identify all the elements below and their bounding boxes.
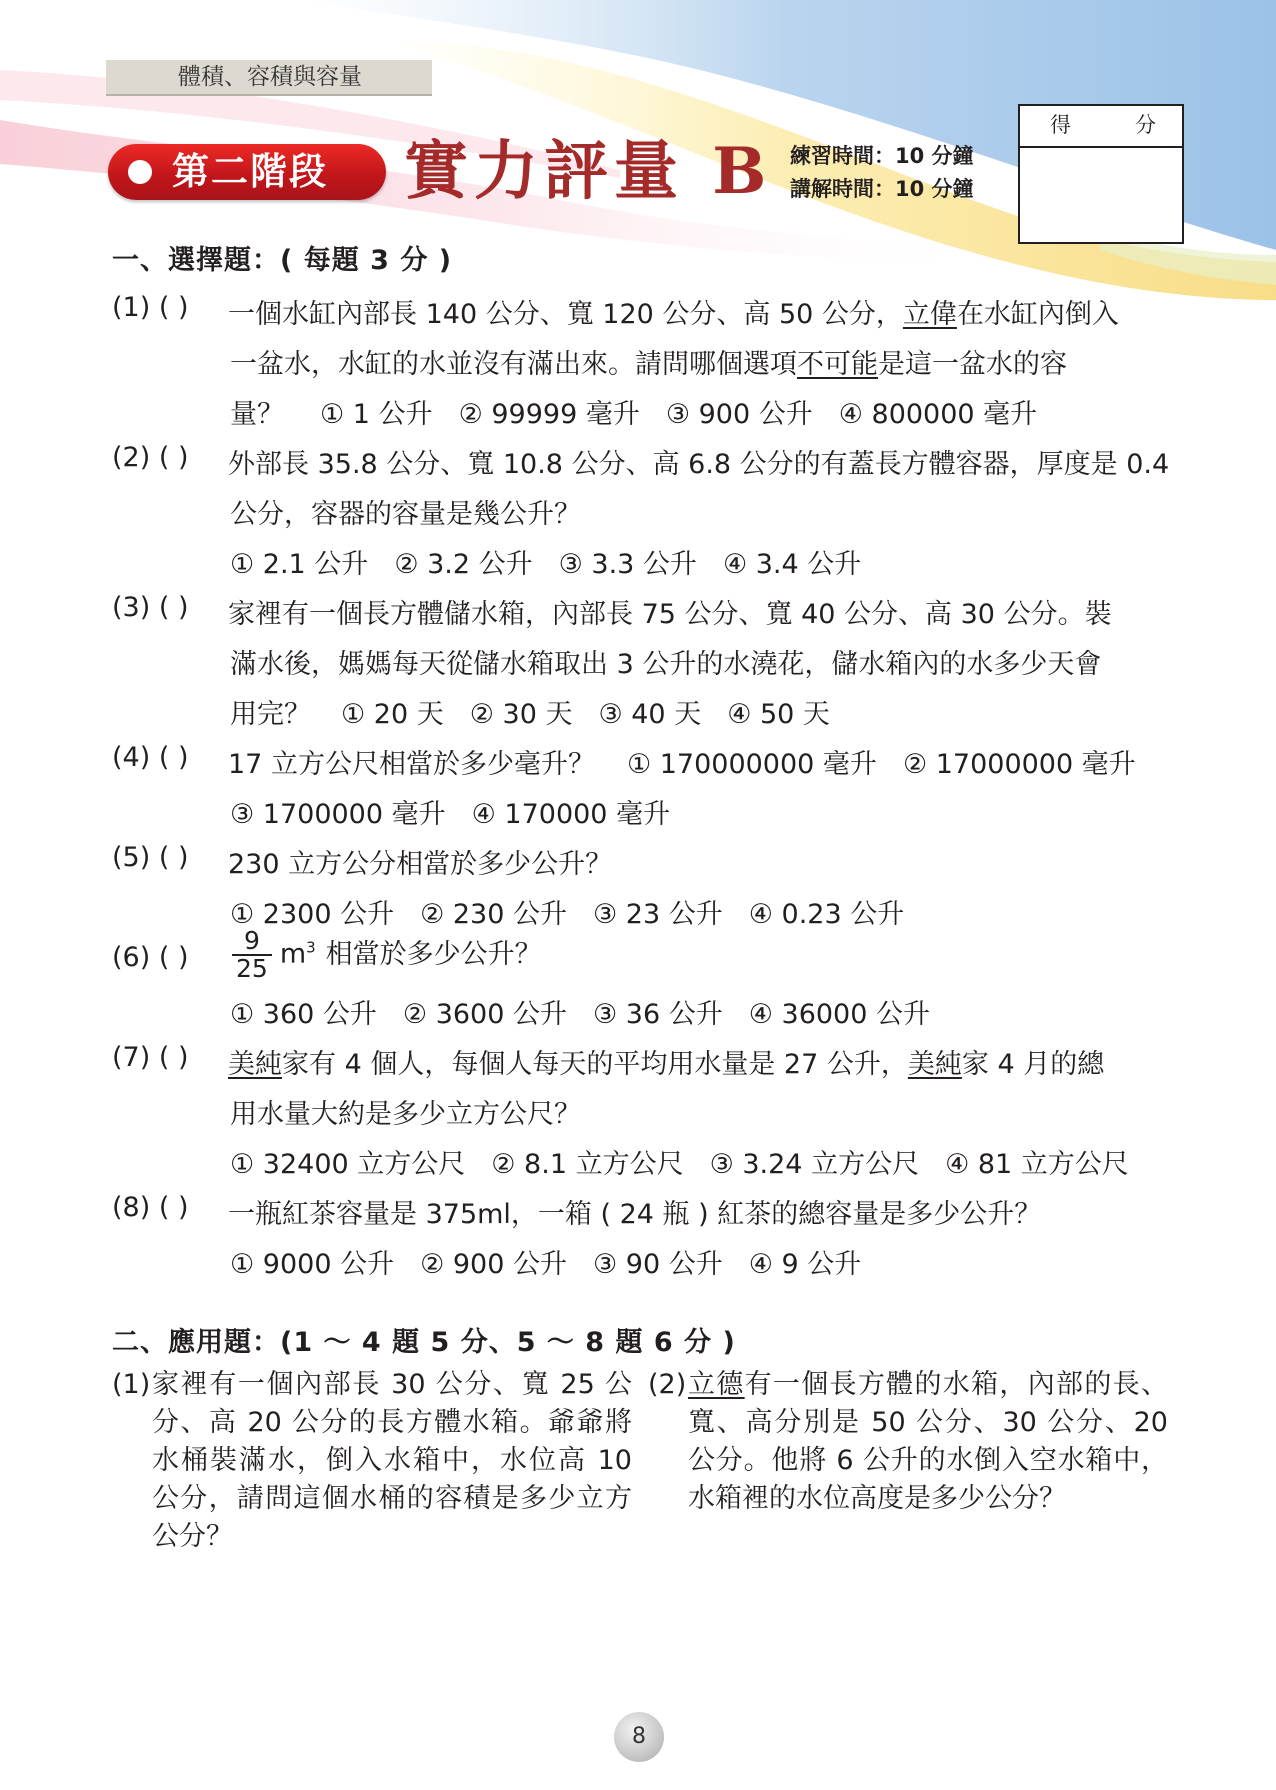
- practice-time: 練習時間：10 分鐘: [790, 144, 974, 168]
- question-2-options: [230, 542, 887, 581]
- question-8-number: (8) ( ): [112, 1192, 189, 1223]
- option: ③ 90 公升: [593, 1249, 723, 1280]
- option: ② 900 公升: [420, 1249, 567, 1280]
- stage-label: 第二階段: [172, 150, 328, 193]
- question-3-line-3: 用完？ ① 20 天 ② 30 天 ③ 40 天 ④ 50 天: [230, 699, 830, 730]
- chapter-tab: 體積、容積與容量: [106, 60, 432, 96]
- explain-time: 講解時間：10 分鐘: [790, 177, 974, 201]
- emphasis-impossible: 不可能: [797, 349, 878, 380]
- question-3-line-2: 滿水後，媽媽每天從儲水箱取出 3 公升的水澆花，儲水箱內的水多少天會: [230, 649, 1102, 680]
- option: ② 99999 毫升: [458, 399, 640, 430]
- question-5-options: [230, 892, 930, 931]
- option: ④ 0.23 公升: [748, 899, 905, 930]
- option: ④ 81 立方公尺: [945, 1149, 1129, 1180]
- option: ① 1 公升: [320, 399, 433, 430]
- assessment-title: 實力評量 B: [404, 134, 773, 209]
- option: ① 9000 公升: [230, 1249, 395, 1280]
- problem-1-label: (1): [112, 1369, 151, 1400]
- option: ③ 23 公升: [593, 899, 723, 930]
- option: ② 3.2 公升: [394, 549, 533, 580]
- question-8-line-1: 一瓶紅茶容量是 375ml，一箱 ( 24 瓶 ) 紅茶的總容量是多少公升？: [228, 1199, 1042, 1230]
- option: ④ 800000 毫升: [838, 399, 1038, 430]
- page-number: 8: [614, 1712, 664, 1762]
- question-5-number: (5) ( ): [112, 842, 189, 873]
- time-info: [790, 140, 974, 206]
- option: ① 32400 立方公尺: [230, 1149, 466, 1180]
- option: ④ 3.4 公升: [722, 549, 862, 580]
- name-lide: 立德: [688, 1369, 745, 1400]
- option: ③ 3.24 立方公尺: [709, 1149, 920, 1180]
- question-5-line-1: 230 立方公分相當於多少公升？: [228, 849, 613, 880]
- stage-badge: [108, 144, 386, 200]
- name-meichun: 美純: [228, 1049, 282, 1080]
- option: ② 8.1 立方公尺: [491, 1149, 684, 1180]
- problem-2-label: (2): [648, 1369, 687, 1400]
- option: ① 2.1 公升: [230, 549, 369, 580]
- problem-1-text: 家裡有一個內部長 30 公分、寬 25 公分、高 20 公分的長方體水箱。爺爺將水桶裝滿水，倒入水箱中，水位高 10 公分，請問這個水桶的容積是多少立方公分？: [152, 1369, 632, 1552]
- question-2-line-2: 公分，容器的容量是幾公升？: [230, 499, 581, 530]
- score-box-header: [1020, 106, 1182, 148]
- question-6-line-1: $\frac{9}{25}$ $m^3$ 相當於多少公升？: [228, 928, 542, 982]
- fraction: $\frac{9}{25}$: [232, 928, 272, 982]
- problem-2-text: 立德有一個長方體的水箱，內部的長、寬、高分別是 50 公分、30 公分、20 公分。他將 6 公升的水倒入空水箱中，水箱裡的水位高度是多少公分？: [688, 1369, 1168, 1514]
- question-7-line-1: 美純家有 4 個人，每個人每天的平均用水量是 27 公升，美純家 4 月的總: [228, 1049, 1105, 1080]
- section1-title: 一、選擇題：( 每題 3 分 ): [112, 245, 453, 276]
- section2-title: 二、應用題：(1 ～ 4 題 5 分、5 ～ 8 題 6 分 ): [112, 1327, 736, 1358]
- name-liwei: 立偉: [902, 299, 957, 330]
- option: ① 2300 公升: [230, 899, 395, 930]
- option: ③ 1700000 毫升: [230, 799, 446, 830]
- option: ② 17000000 毫升: [902, 749, 1136, 780]
- option: ① 20 天: [341, 699, 444, 730]
- question-3-number: (3) ( ): [112, 592, 189, 623]
- question-1-number: (1) ( ): [112, 292, 189, 323]
- question-3-line-1: 家裡有一個長方體儲水箱，內部長 75 公分、寬 40 公分、高 30 公分。裝: [228, 599, 1112, 630]
- option: ③ 40 天: [598, 699, 702, 730]
- bullet-dot-icon: [128, 160, 152, 184]
- question-6-options: [230, 992, 956, 1031]
- option: ② 230 公升: [420, 899, 567, 930]
- score-box: [1018, 104, 1184, 244]
- question-6-number: (6) ( ): [112, 942, 189, 973]
- score-label-left: 得: [1050, 113, 1071, 137]
- option: ② 30 天: [469, 699, 573, 730]
- question-7-number: (7) ( ): [112, 1042, 189, 1073]
- question-2-line-1: 外部長 35.8 公分、寬 10.8 公分、高 6.8 公分的有蓋長方體容器，厚度是 0.4: [228, 449, 1170, 480]
- question-4-line-2: [230, 792, 696, 831]
- option: ③ 36 公升: [593, 999, 723, 1030]
- question-4-number: (4) ( ): [112, 742, 189, 773]
- option: ② 3600 公升: [402, 999, 567, 1030]
- question-1-line-1: 一個水缸內部長 140 公分、寬 120 公分、高 50 公分，立偉在水缸內倒入: [228, 299, 1119, 330]
- option: ④ 9 公升: [748, 1249, 862, 1280]
- question-1-line-2: 一盆水，水缸的水並沒有滿出來。請問哪個選項不可能是這一盆水的容: [230, 349, 1067, 380]
- question-2-number: (2) ( ): [112, 442, 189, 473]
- option: ① 360 公升: [230, 999, 377, 1030]
- option: ④ 170000 毫升: [471, 799, 671, 830]
- name-meichun: 美純: [907, 1049, 962, 1080]
- question-4-line-1: 17 立方公尺相當於多少毫升？ ① 170000000 毫升 ② 17000000 毫升: [228, 749, 1136, 780]
- question-7-line-2: 用水量大約是多少立方公尺？: [230, 1099, 581, 1130]
- question-7-options: [230, 1142, 1129, 1181]
- question-1-line-3: 量？ ① 1 公升 ② 99999 毫升 ③ 900 公升 ④ 800000 毫升: [230, 399, 1038, 430]
- option: ④ 50 天: [727, 699, 830, 730]
- score-label-right: 分: [1135, 113, 1156, 137]
- option: ① 170000000 毫升: [626, 749, 877, 780]
- option: ③ 900 公升: [665, 399, 813, 430]
- option: ③ 3.3 公升: [558, 549, 697, 580]
- question-8-options: [230, 1242, 887, 1281]
- option: ④ 36000 公升: [748, 999, 930, 1030]
